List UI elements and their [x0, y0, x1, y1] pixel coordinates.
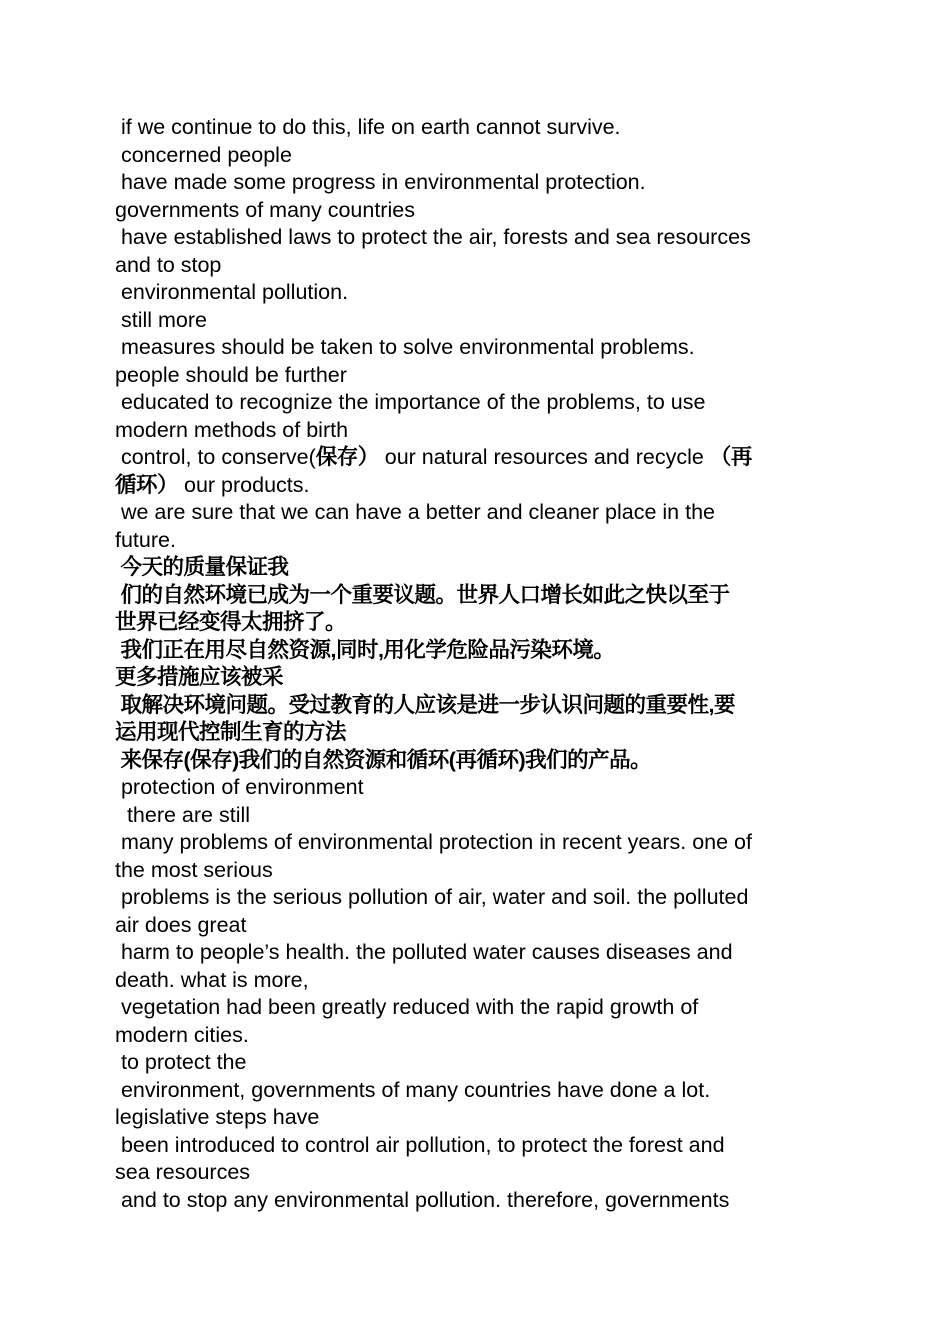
text-run: problems is the serious pollution of air, water and soil. the polluted	[115, 885, 749, 909]
text-line	[115, 994, 835, 1022]
text-line	[115, 142, 835, 170]
text-run: and to stop any environmental pollution. therefore, governments	[115, 1187, 730, 1212]
text-run: have made some progress in environmental protection.	[115, 170, 646, 194]
text-run: modern cities.	[115, 1022, 249, 1047]
text-line	[115, 1187, 835, 1215]
text-run: people should be further	[115, 362, 347, 387]
text-line	[115, 1159, 835, 1187]
text-run: 世界已经变得太拥挤了。	[115, 610, 347, 634]
text-line	[115, 747, 835, 775]
text-line	[115, 334, 835, 362]
text-line	[115, 472, 835, 500]
text-run: 取解决环境问题。受过教育的人应该是进一步认识问题的重要性,要	[115, 692, 735, 717]
text-run: legislative steps have	[115, 1105, 320, 1129]
text-run: vegetation had been greatly reduced with the rapid growth of	[115, 995, 699, 1019]
text-run: （再	[709, 445, 752, 469]
document-body-text	[115, 114, 835, 1214]
text-line	[115, 1049, 835, 1077]
text-run: 们的自然环境已成为一个重要议题。世界人口增长如此之快以至于	[115, 582, 730, 607]
text-run: the most serious	[115, 857, 273, 882]
text-line	[115, 829, 835, 857]
text-run: our products.	[178, 472, 310, 497]
text-line	[115, 939, 835, 967]
text-run: to protect the	[115, 1050, 247, 1074]
text-line	[115, 609, 835, 637]
text-line	[115, 912, 835, 940]
text-line	[115, 417, 835, 445]
text-line	[115, 169, 835, 197]
text-line	[115, 802, 835, 830]
text-run: control, to conserve(	[115, 445, 316, 469]
text-line	[115, 1077, 835, 1105]
text-line	[115, 1104, 835, 1132]
text-run: measures should be taken to solve environmental problems.	[115, 335, 695, 359]
text-line	[115, 857, 835, 885]
text-line	[115, 664, 835, 692]
text-line	[115, 967, 835, 995]
text-line	[115, 499, 835, 527]
text-run: educated to recognize the importance of the problems, to use	[115, 390, 706, 414]
text-run: have established laws to protect the air, forests and sea resources	[115, 225, 751, 249]
text-run: 保存）	[315, 445, 379, 469]
text-line	[115, 224, 835, 252]
text-run: 循环）	[115, 472, 179, 497]
text-line	[115, 774, 835, 802]
text-line	[115, 197, 835, 225]
text-run: air does great	[115, 912, 247, 937]
text-run: harm to people’s health. the polluted water causes diseases and	[115, 940, 733, 964]
text-run: governments of many countries	[115, 197, 415, 222]
text-run: concerned people	[115, 142, 292, 167]
text-line	[115, 582, 835, 610]
text-run: death. what is more,	[115, 967, 309, 992]
text-run: and to stop	[115, 252, 222, 277]
text-line	[115, 554, 835, 582]
text-line	[115, 362, 835, 390]
text-run: we are sure that we can have a better and cleaner place in the	[115, 500, 715, 524]
text-line	[115, 527, 835, 555]
text-run: environmental pollution.	[115, 280, 349, 304]
text-run: sea resources	[115, 1160, 251, 1184]
text-run: 更多措施应该被采	[115, 665, 284, 689]
text-run: still more	[115, 307, 207, 332]
text-line	[115, 692, 835, 720]
text-run: our natural resources and recycle	[378, 445, 710, 469]
text-run: there are still	[115, 802, 251, 827]
text-run: many problems of environmental protection in recent years. one of	[115, 830, 752, 854]
text-run: 来保存(保存)我们的自然资源和循环(再循环)我们的产品。	[115, 747, 652, 772]
text-line	[115, 637, 835, 665]
text-run: environment, governments of many countries have done a lot.	[115, 1077, 711, 1102]
text-run: protection of environment	[115, 775, 364, 799]
text-run: 今天的质量保证我	[115, 555, 289, 579]
text-run: 运用现代控制生育的方法	[115, 720, 347, 744]
text-run: modern methods of birth	[115, 417, 349, 442]
text-line	[115, 444, 835, 472]
text-line	[115, 307, 835, 335]
text-line	[115, 252, 835, 280]
text-run: if we continue to do this, life on earth cannot survive.	[115, 115, 621, 139]
text-line	[115, 389, 835, 417]
text-line	[115, 719, 835, 747]
text-run: future.	[115, 527, 176, 552]
text-line	[115, 279, 835, 307]
text-line	[115, 114, 835, 142]
text-run: 我们正在用尽自然资源,同时,用化学危险品污染环境。	[115, 637, 615, 662]
text-line	[115, 1022, 835, 1050]
text-line	[115, 884, 835, 912]
text-line	[115, 1132, 835, 1160]
text-run: been introduced to control air pollution, to protect the forest and	[115, 1132, 725, 1157]
